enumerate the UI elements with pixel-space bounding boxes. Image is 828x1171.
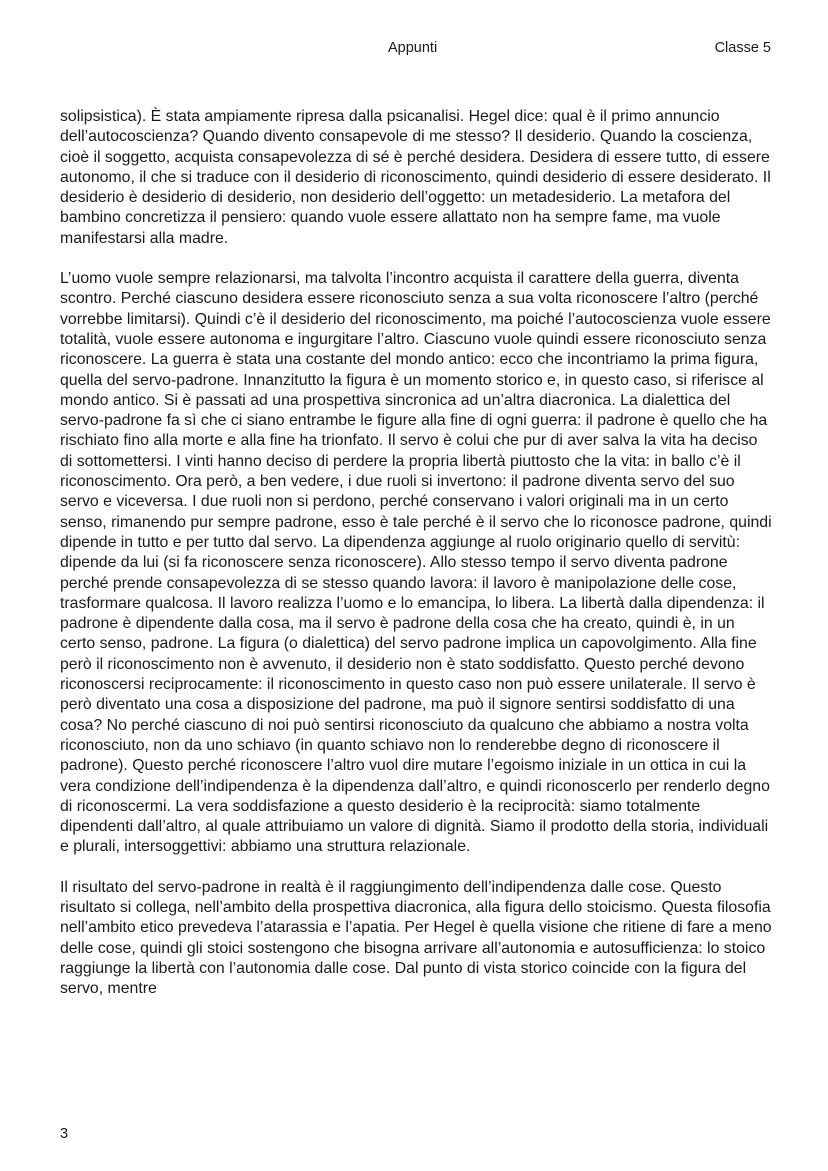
document-title: Appunti [388,40,438,56]
paragraph-2: L’uomo vuole sempre relazionarsi, ma talvolta l’incontro acquista il carattere della guerra, diventa scontro. Perché ciascuno desidera essere riconosciuto senza a sua volta riconoscere l’altro (perché vorrebbe limitarsi). Quindi c’è il desiderio del riconoscimento, ma poiché l’autocoscienza vuole essere totalità, vuole essere autonoma e ingurgitare l’altro. Ciascuno vuole quindi essere riconosciuto senza riconoscere. La guerra è stata una costante del mondo antico: ecco che incontriamo la prima figura, quella del servo-padrone. Innanzitutto la figura è un momento storico e, in questo caso, si riferisce al mondo antico. Si è passati ad una prospettiva sincronica ad un’altra diacronica. La dialettica del servo-padrone fa sì che ci siano entrambe le figure alla fine di ogni guerra: il padrone è quello che ha rischiato fino alla morte e alla fine ha trionfato. Il servo è colui che pur di aver salva la vita ha deciso di sottomettersi. I vinti hanno deciso di perdere la propria libertà piuttosto che la vita: in ballo c’è il riconoscimento. Ora però, a ben vedere, i due ruoli si invertono: il padrone diventa servo del suo servo e viceversa. I due ruoli non si perdono, perché conservano i valori originali ma in un certo senso, rimanendo pur sempre padrone, esso è tale perché è il servo che lo riconosce padrone, quindi dipende in tutto e per tutto dal servo. La dipendenza aggiunge al ruolo originario quello di servitù: dipende da lui (si fa riconoscere senza riconoscere). Allo stesso tempo il servo diventa padrone perché prende consapevolezza di se stesso quando lavora: il lavoro è manipolazione delle cose, trasformare qualcosa. Il lavoro realizza l’uomo e lo emancipa, lo libera. La libertà dalla dipendenza: il padrone è dipendente dalla cosa, ma il servo è padrone della cosa che ha creato, quindi è, in un certo senso, padrone. La figura (o dialettica) del servo padrone implica un capovolgimento. Alla fine però il riconoscimento non è avvenuto, il desiderio non è stato soddisfatto. Questo perché devono riconoscersi reciprocamente: il riconoscimento in questo caso non può essere unilaterale. Il servo è però diventato una cosa a disposizione del padrone, ma può il signore sentirsi soddisfatto di una cosa? No perché ciascuno di noi può sentirsi riconosciuto da qualcuno che abbiamo a nostra volta riconosciuto, non da uno schiavo (in quanto schiavo non lo renderebbe degno di riconoscere il padrone). Questo perché riconoscere l’altro vuol dire mutare l’egoismo iniziale in un ottica in cui la vera condizione dell’indipendenza è la dipendenza dall’altro, e quindi riconoscerlo per renderlo degno di riconoscermi. La vera soddisfazione a questo desiderio è la reciprocità: siamo totalmente dipendenti dall’altro, al quale attribuiamo un valore di dignità. Siamo il prodotto della storia, individuali e plurali, intersoggettivi: abbiamo una struttura relazionale. [60,270,772,856]
class-label: Classe 5 [714,40,771,56]
paragraph-1: solipsistica). È stata ampiamente ripresa dalla psicanalisi. Hegel dice: qual è il primo annuncio dell’autocoscienza? Quando divento consapevole di me stesso? Il desiderio. Quando la coscienza, cioè il soggetto, acquista consapevolezza di sé è perché desidera. Desidera di essere tutto, di essere autonomo, il che si traduce con il desiderio di riconoscimento, quindi desiderio di essere desiderato. Il desiderio è desiderio di desiderio, non desiderio dell’oggetto: un metadesiderio. La metafora del bambino concretizza il pensiero: quando vuole essere allattato non ha sempre fame, ma vuole manifestarsi alla madre. [60,108,771,247]
page-body [60,107,772,1019]
paragraph-3: Il risultato del servo-padrone in realtà è il raggiungimento dell’indipendenza dalle cose. Questo risultato si collega, nell’ambito della prospettiva diacronica, alla figura dello stoicismo. Questa filosofia nell’ambito etico prevedeva l’atarassia e l’apatia. Per Hegel è quella visione che ritiene di fare a meno delle cose, quindi gli stoici sostengono che bisogna arrivare all’autonomia e autosufficienza: lo stoico raggiunge la libertà con l’autonomia dalle cose. Dal punto di vista storico coincide con la figura del servo, mentre [60,878,772,998]
page-number: 3 [60,1126,69,1142]
page-header [0,40,828,60]
